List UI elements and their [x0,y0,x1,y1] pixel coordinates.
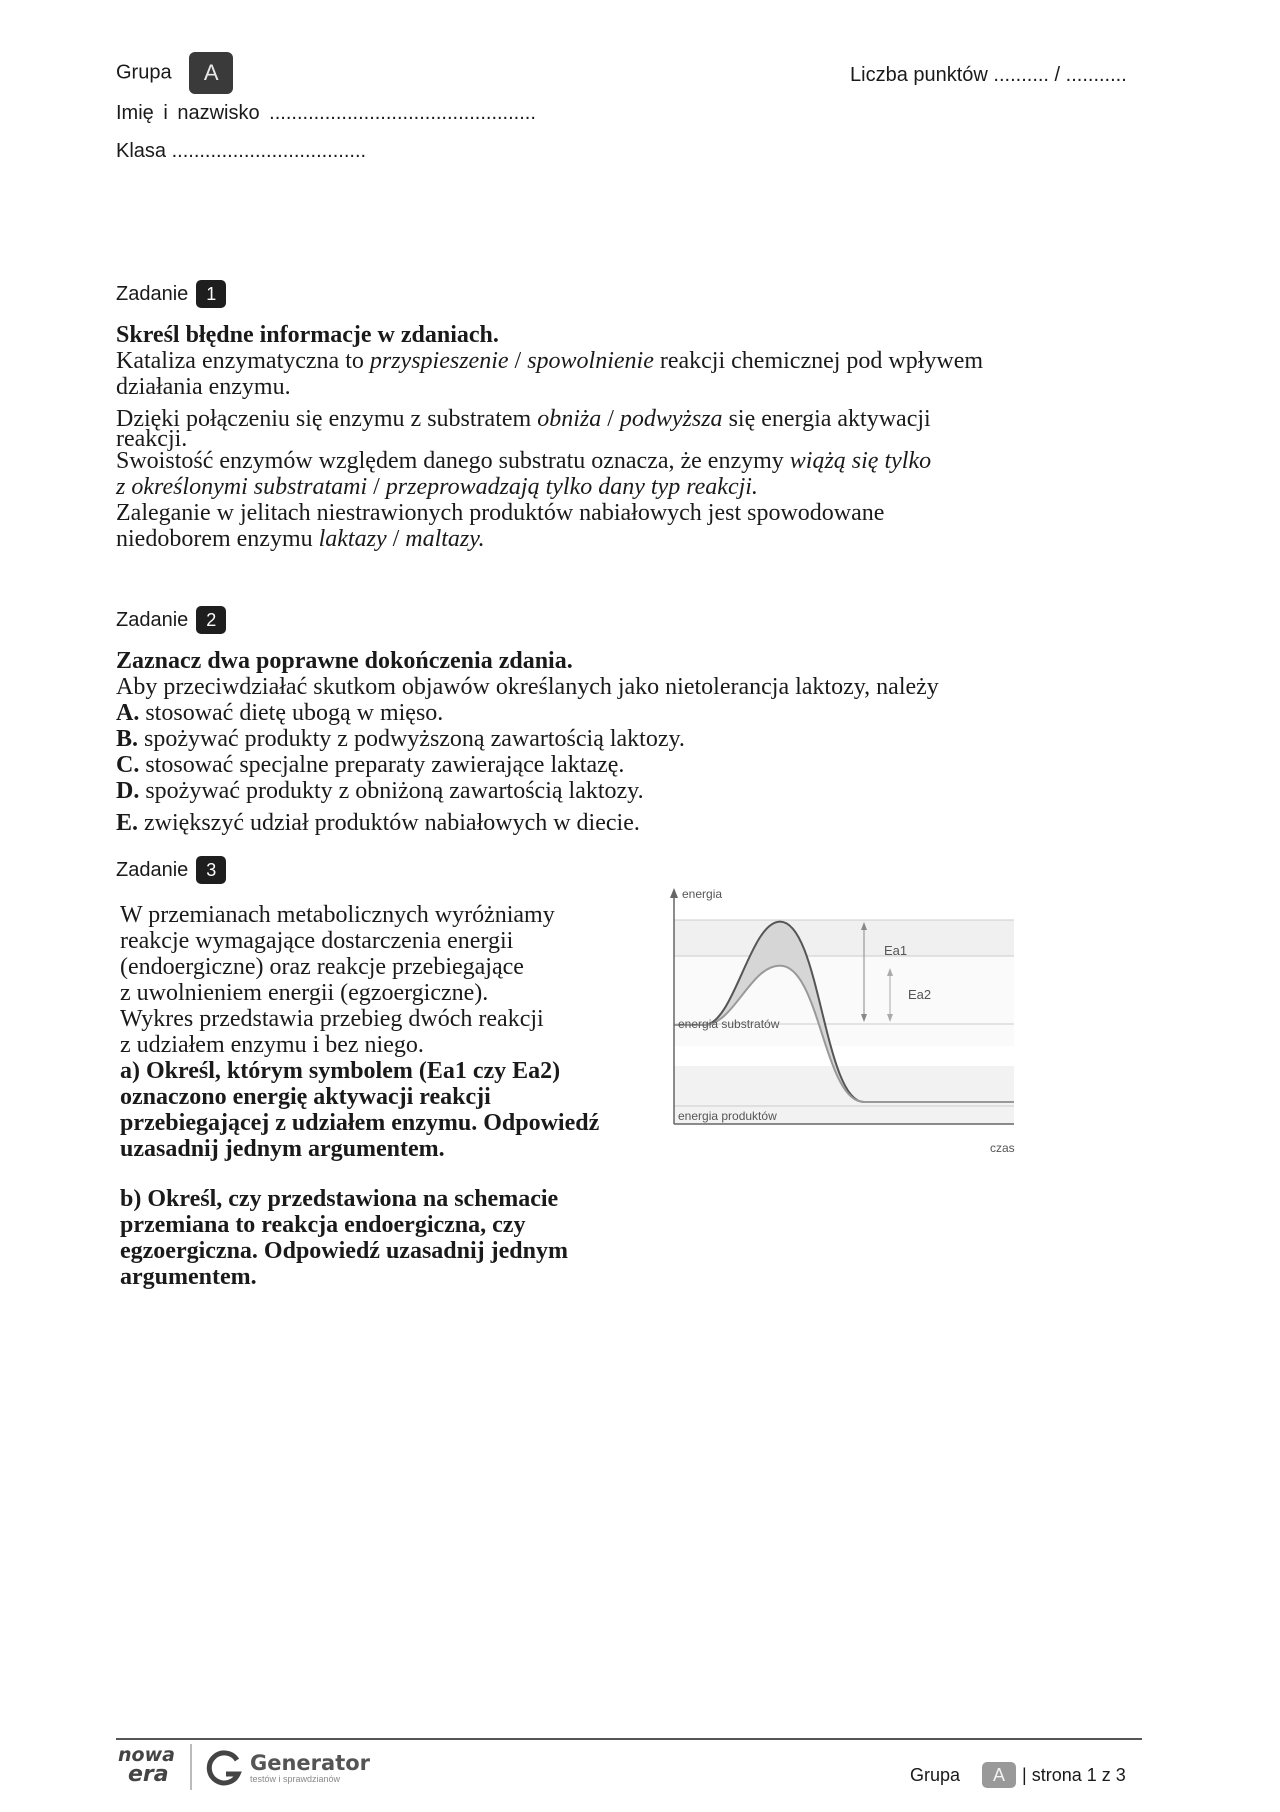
task2-option-a[interactable] [116,700,1116,726]
class-field [116,140,366,163]
logo-divider [190,1744,192,1790]
chart-band-top [674,920,1014,956]
footer-divider [116,1738,1142,1740]
chart-ylabel: energia [682,887,723,901]
option-przeprowadzaja[interactable]: przeprowadzają tylko dany typ reakcji. [385,474,758,500]
option-letter: A. [116,700,140,726]
separator: / [601,406,620,432]
energy-chart [660,880,1040,1170]
option-maltazy[interactable]: maltazy. [405,526,485,552]
task1-sentence-1-cont: działania enzymu. [116,374,291,400]
generator-subtitle: testów i sprawdzianów [250,1774,341,1784]
task1-sentence-3-cont [116,474,1066,500]
logo-word-era: era [128,1762,169,1787]
task3-intro-line: (endoergiczne) oraz reakcje przebiegające [120,954,524,980]
class-dots: ................................... [171,140,367,162]
task1-sentence-3 [116,448,1066,474]
task1-number-badge: 1 [196,280,226,308]
text: Kataliza enzymatyczna to [116,348,370,374]
chart-annotation-ea2: Ea2 [908,987,932,1002]
task3-intro-line: reakcje wymagające dostarczenia energii [120,928,514,954]
task1-sentence-2 [116,408,1066,430]
points-label: Liczba punktów .......... / ........... [850,64,1127,86]
task3-question-a: przebiegającej z udziałem enzymu. Odpowiedź [120,1110,600,1136]
group-badge: A [189,52,233,94]
task2-option-d[interactable] [116,778,1116,804]
task3-question-b: egzoergiczna. Odpowiedź uzasadnij jednym [120,1238,568,1264]
option-podwyzsza[interactable]: podwyższa [619,406,723,432]
option-text: spożywać produkty z podwyższoną zawartością laktozy. [144,726,685,752]
task1-sentence-1 [116,348,1066,374]
name-label: Imię i nazwisko [116,102,260,124]
footer-page-info [910,1762,1126,1788]
task3-question-b: b) Określ, czy przedstawiona na schemacie [120,1186,559,1212]
task2-heading [116,606,226,634]
task1-title: Zadanie [116,282,189,305]
task3-intro-line: W przemianach metabolicznych wyróżniamy [120,902,555,928]
task3-number-badge: 3 [196,856,226,884]
task3-question-b: przemiana to reakcja endoergiczna, czy [120,1212,526,1238]
option-text: spożywać produkty z obniżoną zawartością laktozy. [145,778,644,804]
option-spowolnienie[interactable]: spowolnienie [527,348,654,374]
group-field [116,52,233,94]
chart-tick-products: energia produktów [678,1109,777,1123]
text: niedoborem enzymu [116,526,319,552]
task2-body [116,648,1116,836]
task3-title: Zadanie [116,858,189,881]
task3-question-a: a) Określ, którym symbolem (Ea1 czy Ea2) [120,1058,561,1084]
text: Swoistość enzymów względem danego substratu oznacza, że enzymy [116,448,790,474]
option-przyspieszenie[interactable]: przyspieszenie [369,348,509,374]
option-text: stosować dietę ubogą w mięso. [145,700,444,726]
task2-stem: Aby przeciwdziałać skutkom objawów określanych jako nietolerancja laktozy, należy [116,674,939,700]
y-axis-arrow-icon [670,888,678,898]
task3-body [120,902,660,1290]
task2-option-e[interactable] [116,810,1116,836]
logo-word-nowa: nowa [118,1744,175,1766]
nowa-era-logo [118,1746,180,1786]
separator: / [386,526,406,552]
chart-xlabel: czas [990,1141,1015,1155]
task1-body [116,322,1066,552]
task1-sentence-4: Zaleganie w jelitach niestrawionych produktów nabiałowych jest spowodowane [116,500,885,526]
task2-option-c[interactable] [116,752,1116,778]
footer-group-label: Grupa [910,1764,961,1785]
task3-intro-line: z udziałem enzymu i bez niego. [120,1032,424,1058]
option-obniza[interactable]: obniża [537,406,602,432]
option-text: zwiększyć udział produktów nabiałowych w diecie. [144,810,640,836]
option-letter: C. [116,752,140,778]
task3-intro-line: z uwolnieniem energii (egzoergiczne). [120,980,489,1006]
option-wiaza-sie-cont[interactable]: z określonymi substratami [116,474,368,500]
task1-sentence-2-cont: reakcji. [116,426,188,452]
group-label: Grupa [116,61,172,84]
name-dots: ................................................ [269,102,536,124]
option-wiaza-sie[interactable]: wiążą się tylko [789,448,932,474]
generator-g-icon [204,1748,244,1788]
text: reakcji chemicznej pod wpływem [653,348,984,374]
task2-title: Zadanie [116,608,189,631]
chart-tick-substrates: energia substratów [678,1017,780,1031]
task2-option-b[interactable] [116,726,1116,752]
task3-question-a: uzasadnij jednym argumentem. [120,1136,445,1162]
task1-heading [116,280,226,308]
generator-logo [204,1748,370,1788]
text: Dzięki połączeniu się enzymu z substratem [116,406,538,432]
task1-sentence-4-cont [116,526,1066,552]
option-laktazy[interactable]: laktazy [318,526,387,552]
chart-annotation-ea1: Ea1 [884,943,908,958]
task2-instruction: Zaznacz dwa poprawne dokończenia zdania. [116,648,573,674]
option-letter: E. [116,810,139,836]
option-letter: D. [116,778,140,804]
separator: / [367,474,386,500]
generator-title: Generator [250,1751,371,1775]
name-field [116,102,536,125]
footer-group-badge: A [982,1762,1016,1788]
class-label: Klasa [116,140,167,162]
task3-heading [116,856,226,884]
task2-number-badge: 2 [196,606,226,634]
task3-question-b: argumentem. [120,1264,257,1290]
task3-question-a: oznaczono energię aktywacji reakcji [120,1084,491,1110]
separator: / [508,348,528,374]
option-text: stosować specjalne preparaty zawierające laktazę. [145,752,625,778]
option-letter: B. [116,726,139,752]
text: się energia aktywacji [722,406,931,432]
task1-instruction: Skreśl błędne informacje w zdaniach. [116,322,499,348]
chart-band-mid [674,956,1014,1046]
task3-intro-line: Wykres przedstawia przebieg dwóch reakcji [120,1006,544,1032]
footer-page-number: | strona 1 z 3 [1022,1764,1126,1785]
